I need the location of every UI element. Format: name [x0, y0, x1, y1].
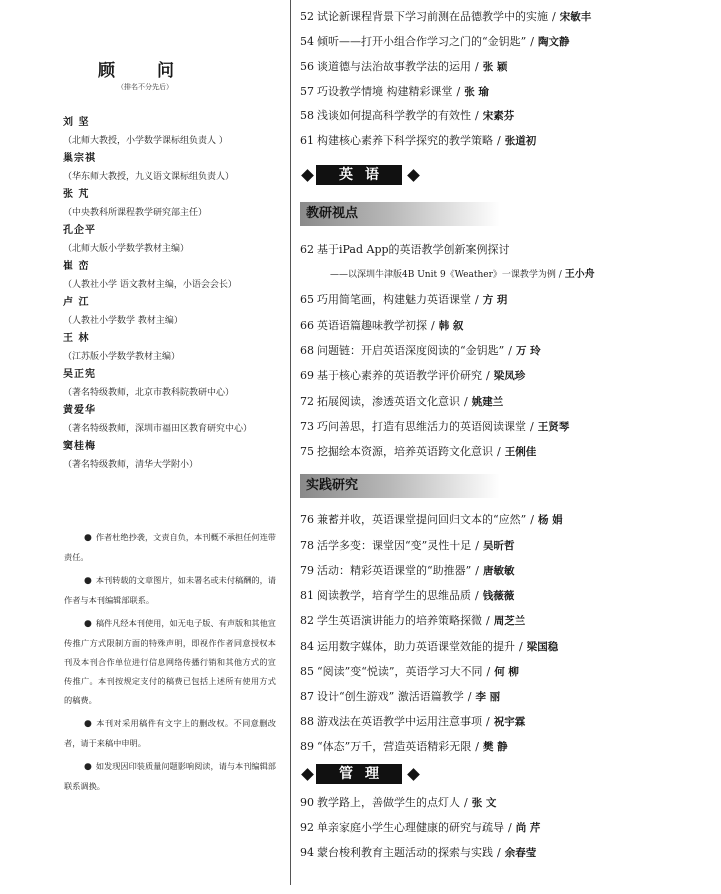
toc-entry [300, 57, 720, 77]
entry-author: 宋敏丰 [559, 11, 592, 23]
entry-author: 樊 静 [482, 741, 508, 753]
toc-entry [300, 240, 720, 260]
separator: / [508, 344, 512, 357]
diamond-icon [301, 768, 314, 781]
separator: / [475, 60, 479, 73]
entry-title: 活学多变：课堂因“变”灵性十足 [317, 539, 472, 552]
entry-title: 英语语篇趣味教学初探 [317, 319, 427, 332]
entry-author: 梁国稳 [526, 641, 559, 653]
page-number: 68 [300, 344, 314, 357]
advisors-list [63, 114, 288, 474]
separator: / [486, 665, 491, 678]
toc-entry [300, 662, 720, 682]
entry-title: “体态”万千，营造英语精彩无限 [317, 740, 472, 753]
toc-entry [300, 82, 720, 102]
entry-author: 钱薇薇 [482, 590, 515, 602]
entry-title: 游戏法在英语教学中运用注意事项 [317, 715, 482, 728]
entry-title: 问题链：开启英语深度阅读的“金钥匙” [317, 344, 505, 357]
page-number: 82 [300, 614, 314, 627]
toc-entry [300, 561, 720, 581]
advisor-role: （北师大版小学数学教材主编） [63, 244, 190, 254]
separator: / [456, 85, 461, 98]
entry-title: “阅读”变“悦读”，英语学习大不同 [317, 665, 483, 678]
page-number: 88 [300, 715, 314, 728]
subtitle-row: ——以深圳牛津版4B Unit 9《Weather》一课教学为例 / 王小舟 [330, 269, 595, 280]
entry-title: 巧用简笔画，构建魅力英语课堂 [317, 293, 471, 306]
entry-author: 韩 叙 [438, 320, 464, 332]
advisor-name: 王 林 [63, 333, 90, 344]
separator: / [552, 10, 556, 23]
page-number: 92 [300, 821, 314, 834]
page-number: 94 [300, 846, 314, 859]
toc-entry [300, 536, 720, 556]
toc-entry [300, 442, 720, 462]
separator: / [431, 319, 435, 332]
toc-entry [300, 793, 720, 813]
notice-block [64, 528, 276, 800]
separator: / [497, 134, 501, 147]
separator: / [486, 715, 490, 728]
advisor-role: （人教社小学 语文教材主编，小语会会长） [63, 280, 237, 290]
diamond-icon [407, 768, 420, 781]
advisor-role: （北师大教授，小学数学课标组负责人 ） [63, 136, 228, 146]
page-number: 85 [300, 665, 314, 678]
separator: / [467, 690, 472, 703]
entry-author: 祝宇霖 [493, 716, 526, 728]
toc-entry [300, 417, 720, 437]
bullet-icon: ● [84, 576, 92, 586]
entry-title: 设计“创生游戏” 激活语篇教学 [317, 690, 464, 703]
toc-entry [300, 316, 720, 336]
entry-author: 陶文静 [537, 36, 570, 48]
page-number: 78 [300, 539, 314, 552]
section-label: 实践研究 [306, 478, 359, 493]
entry-title: 运用数字媒体，助力英语课堂效能的提升 [317, 640, 515, 653]
toc-entry [300, 366, 720, 386]
entry-title: 基于核心素养的英语教学评价研究 [317, 369, 482, 382]
advisor-name: 张 芃 [63, 189, 90, 200]
page-number: 76 [300, 513, 314, 526]
page-number: 73 [300, 420, 314, 433]
entry-title: 浅谈如何提高科学教学的有效性 [317, 109, 471, 122]
separator: / [486, 369, 490, 382]
toc-entry [300, 341, 720, 361]
separator: / [475, 564, 479, 577]
bullet-icon: ● [84, 719, 93, 729]
entry-author: 杨 娟 [537, 514, 563, 526]
entry-title: 基于iPad App的英语教学创新案例探讨 [317, 243, 510, 256]
entry-title: 倾听——打开小组合作学习之门的“金钥匙” [317, 35, 527, 48]
left-column [0, 0, 290, 894]
subject-label: 英语 [316, 165, 402, 185]
advisor-name: 黄爱华 [63, 405, 96, 416]
toc-entry [300, 818, 720, 838]
entry-author: 王俐佳 [504, 446, 537, 458]
separator: / [475, 740, 479, 753]
page-number: 66 [300, 319, 314, 332]
advisor-name: 窦桂梅 [63, 441, 96, 452]
diamond-icon [301, 169, 314, 182]
entry-author: 万 玲 [515, 345, 541, 357]
toc-entry [300, 106, 720, 126]
page-number: 72 [300, 395, 314, 408]
notice-item: ● 本刊对采用稿件有文字上的删改权。不同意删改者，请于来稿中申明。 [64, 718, 276, 748]
separator: / [508, 821, 512, 834]
table-of-contents [300, 0, 715, 894]
separator: / [530, 420, 534, 433]
toc-entry [300, 32, 720, 52]
page-number: 69 [300, 369, 314, 382]
page-number: 84 [300, 640, 314, 653]
page-number: 90 [300, 796, 314, 809]
entry-title: 巧问善思，打造有思维活力的英语阅读课堂 [317, 420, 526, 433]
page-number: 79 [300, 564, 314, 577]
entry-author: 余春莹 [504, 847, 537, 859]
entry-title: 挖掘绘本资源，培养英语跨文化意识 [317, 445, 493, 458]
entry-author: 唐敏敏 [482, 565, 515, 577]
notice-item: ● 如发现因印装质量问题影响阅读，请与本刊编辑部联系调换。 [64, 761, 276, 791]
toc-entry [300, 737, 720, 757]
advisor-role: （著名特级教师，深圳市福田区教育研究中心） [63, 424, 253, 434]
separator: / [475, 109, 479, 122]
entry-author: 梁凤珍 [493, 370, 526, 382]
entry-title: 阅读教学，培育学生的思维品质 [317, 589, 471, 602]
advisor-name: 孔企平 [63, 225, 96, 236]
entry-title: 拓展阅读，渗透英语文化意识 [317, 395, 460, 408]
separator: / [530, 35, 534, 48]
separator: / [475, 589, 479, 602]
toc-entry [300, 687, 720, 707]
subject-label: 管理 [316, 764, 402, 784]
separator: / [497, 445, 501, 458]
entry-title: 单亲家庭小学生心理健康的研究与疏导 [317, 821, 504, 834]
section-heading-research [300, 202, 500, 226]
entry-author: 王贤琴 [537, 421, 570, 433]
advisor-name: 刘 坚 [63, 117, 90, 128]
notice-item: ● 作者杜绝抄袭，文责自负，本刊概不承担任何连带责任。 [64, 532, 276, 562]
toc-entry [300, 843, 720, 863]
entry-author: 尚 芹 [515, 822, 541, 834]
entry-author: 张 瑜 [464, 86, 489, 98]
separator: / [464, 796, 468, 809]
page-number: 89 [300, 740, 314, 753]
bullet-icon: ● [84, 533, 92, 543]
notice-item: ● 稿件凡经本刊使用，如无电子版、有声版和其他宣传推广方式限制方面的特殊声明，即视作作者同意授权本刊及本刊合作单位进行信息网络传播行销和其他方式的宣传推广。本刊按规定支付的稿费已包括上述所有使用方式的稿费。 [64, 618, 276, 705]
page-number: 54 [300, 35, 314, 48]
toc-entry [300, 290, 720, 310]
entry-title: 巧设教学情境 构建精彩课堂 [317, 85, 453, 98]
notice-item: ● 本刊转载的文章图片，如未署名或未付稿酬的，请作者与本刊编辑部联系。 [64, 575, 276, 605]
toc-entry [300, 131, 720, 151]
separator: / [475, 539, 479, 552]
toc-entry [300, 586, 720, 606]
entry-author: 李 丽 [475, 691, 501, 703]
separator: / [475, 293, 479, 306]
advisor-role: （人教社小学数学 教材主编） [63, 316, 183, 326]
page-number: 52 [300, 10, 314, 23]
toc-entry [300, 7, 720, 27]
page-number: 81 [300, 589, 314, 602]
entry-author: 张 文 [471, 797, 497, 809]
advisor-role: （著名特级教师，清华大学附小） [63, 460, 199, 470]
separator: / [464, 395, 468, 408]
toc-entry [300, 392, 720, 412]
advisor-name: 吴正宪 [63, 369, 96, 380]
entry-title: 学生英语演讲能力的培养策略探微 [317, 614, 482, 627]
entry-title: 教学路上，善做学生的点灯人 [317, 796, 460, 809]
page-number: 87 [300, 690, 314, 703]
entry-title: 蒙台梭利教育主题活动的探索与实践 [317, 846, 493, 859]
entry-author: 方 玥 [482, 294, 508, 306]
advisor-name: 卢 江 [63, 297, 90, 308]
advisor-role: （著名特级教师，北京市教科院教研中心） [63, 388, 235, 398]
advisors-title: 顾 问 [98, 61, 192, 81]
page-number: 61 [300, 134, 314, 147]
toc-entry [300, 611, 720, 631]
advisor-role: （中央教科所课程教学研究部主任） [63, 208, 208, 218]
separator: / [519, 640, 523, 653]
page-number: 75 [300, 445, 314, 458]
entry-title: 兼蓄并收，英语课堂提问回归文本的“应然” [317, 513, 527, 526]
page-number: 57 [300, 85, 314, 98]
entry-author: 周芝兰 [493, 615, 526, 627]
entry-author: 吴昕哲 [482, 540, 515, 552]
entry-author: 姚建兰 [471, 396, 504, 408]
entry-title: 试论新课程背景下学习前测在品德教学中的实施 [317, 10, 548, 23]
advisor-name: 巢宗祺 [63, 153, 96, 164]
bullet-icon: ● [84, 762, 92, 772]
separator: / [497, 846, 501, 859]
entry-author: 张 颖 [482, 61, 508, 73]
toc-entry [300, 712, 720, 732]
separator: / [530, 513, 534, 526]
section-label: 教研视点 [306, 206, 359, 221]
advisor-name: 崔 峦 [63, 261, 90, 272]
page-number: 58 [300, 109, 314, 122]
entry-title: 谈道德与法治故事教学法的运用 [317, 60, 471, 73]
subject-heading-management [300, 763, 430, 787]
subject-heading-english [300, 164, 430, 188]
toc-entry [300, 510, 720, 530]
diamond-icon [407, 169, 420, 182]
bullet-icon: ● [84, 619, 92, 629]
advisor-role: （江苏版小学数学教材主编） [63, 352, 181, 362]
entry-title: 构建核心素养下科学探究的教学策略 [317, 134, 493, 147]
advisors-subtitle: （排名不分先后） [117, 83, 173, 91]
toc-entry [300, 637, 720, 657]
advisor-role: （华东师大教授，九义语文课标组负责人） [63, 172, 235, 182]
page-number: 62 [300, 243, 314, 256]
separator: / [486, 614, 490, 627]
page-number: 65 [300, 293, 314, 306]
column-divider [290, 0, 291, 885]
section-heading-practice [300, 474, 500, 498]
entry-author: 张道初 [504, 135, 537, 147]
entry-author: 何 柳 [494, 666, 519, 678]
entry-title: 活动：精彩英语课堂的“助推器” [317, 564, 472, 577]
page-number: 56 [300, 60, 314, 73]
entry-author: 宋素芬 [482, 110, 515, 122]
